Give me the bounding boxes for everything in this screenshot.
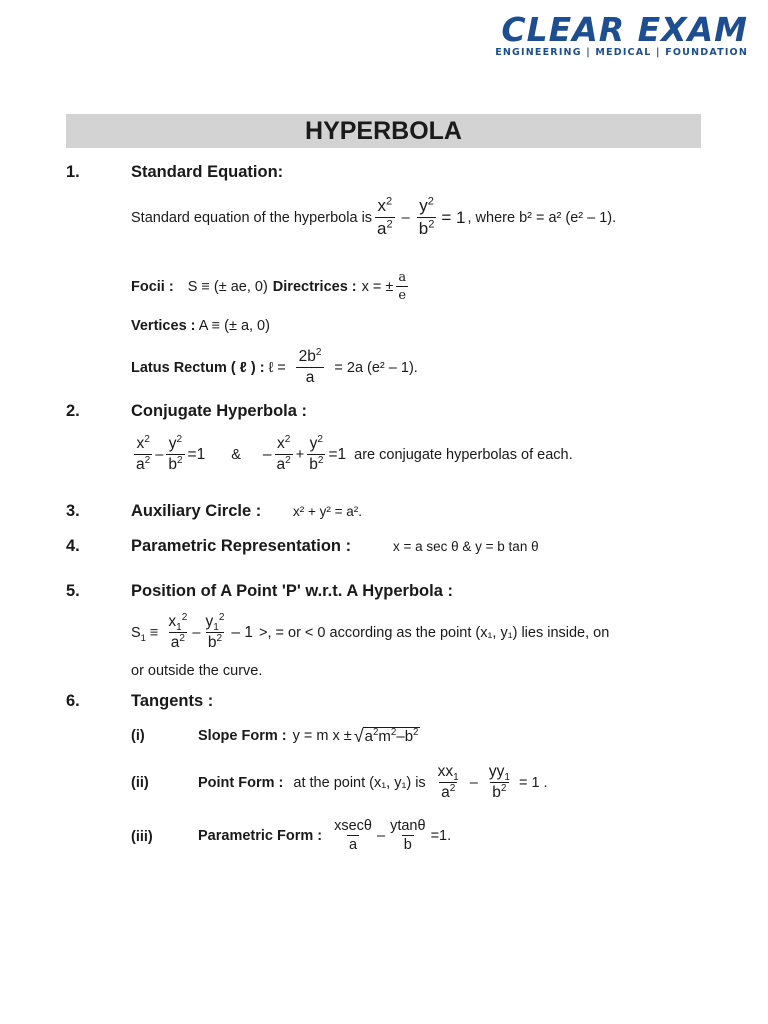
section-2-number: 2. — [66, 402, 80, 420]
latus-rectum-line — [131, 348, 418, 387]
position-condition-text: >, = or < 0 according as the point (x₁, y₁) lies inside, on — [258, 624, 610, 641]
fraction-x2-a2: $\frac{x^2}{a^2}$ — [136, 433, 151, 473]
fraction-y2-b2: $\frac{y^2}{b^2}$ — [418, 195, 435, 238]
section-4-heading: Parametric Representation : — [131, 537, 352, 555]
latus-rectum-pre: ℓ = — [268, 359, 286, 376]
section-1-number: 1. — [66, 163, 80, 181]
fraction-ytan-b: $\frac{ytan\theta}{b}$ — [390, 818, 426, 853]
focii-line — [131, 270, 411, 303]
fraction-y2-b2: $\frac{y^2}{b^2}$ — [168, 433, 183, 473]
sqrt-expression: $a^2m^2-b^2$ — [364, 727, 419, 745]
section-5-number: 5. — [66, 582, 80, 600]
fraction-y2-b2: $\frac{y^2}{b^2}$ — [309, 433, 324, 473]
vertices-value: A ≡ (± a, 0) — [198, 318, 270, 334]
section-1-heading: Standard Equation: — [131, 163, 284, 181]
standard-equation-intro: Standard equation of the hyperbola is — [131, 209, 373, 226]
fraction-y1sq-b2: $\frac{y_1^2}{b^2}$ — [205, 611, 225, 651]
point-form-pre: at the point (x₁, y₁) is — [293, 774, 426, 791]
logo-text: CLEAR EXAM — [501, 10, 748, 49]
auxiliary-circle-equation: x² + y² = a². — [293, 504, 363, 519]
directrices-label: Directrices : — [272, 278, 357, 295]
vertices-label: Vertices : — [131, 318, 196, 334]
fraction-x1sq-a2: $\frac{x_1^2}{a^2}$ — [168, 611, 188, 651]
directrices-value: x = ± — [361, 278, 394, 295]
parametric-form-line: Parametric Form : $\frac{xsec\theta}{a}$ – $\frac{ytan\theta}{b}$ =1. — [198, 818, 452, 853]
position-condition-continued: or outside the curve. — [131, 663, 263, 679]
standard-equation-line: Standard equation of the hyperbola is $\frac{x^2}{a^2}$ – $\frac{y^2}{b^2}$ = 1 , where b² = a² (e² – 1). — [131, 195, 617, 238]
slope-form-eq: y = m x ± — [292, 728, 352, 744]
fraction-xx1-a2: $\frac{xx_1}{a^2}$ — [437, 763, 459, 801]
point-form-post: = 1 . — [518, 774, 548, 791]
section-3-heading: Auxiliary Circle : — [131, 502, 262, 520]
slope-form-label: Slope Form : — [198, 728, 287, 744]
page-title: HYPERBOLA — [66, 114, 701, 148]
section-3-number: 3. — [66, 502, 80, 520]
latus-rectum-post: = 2a (e² – 1). — [334, 359, 418, 376]
point-form-line: Point Form : at the point (x₁, y₁) is $\frac{xx_1}{a^2}$ – $\frac{yy_1}{b^2}$ = 1 . — [198, 763, 548, 801]
fraction-2b2-a: $\frac{2b^2}{a}$ — [296, 348, 325, 387]
fraction-a-e: $\frac{a}{e}$ — [398, 270, 407, 303]
section-5-heading: Position of A Point 'P' w.r.t. A Hyperbola : — [131, 582, 453, 600]
logo-tagline: ENGINEERING | MEDICAL | FOUNDATION — [495, 47, 748, 58]
tangent-iii-number: (iii) — [131, 829, 153, 845]
point-form-label: Point Form : — [198, 774, 284, 791]
parametric-form-label: Parametric Form : — [198, 827, 323, 844]
conjugate-equations-line: $\frac{x^2}{a^2}$ – $\frac{y^2}{b^2}$ =1 & – $\frac{x^2}{a^2}$ + $\frac{y^2}{b^2}$ =1 are conjugate hyperbolas of each. — [136, 433, 573, 473]
slope-form-line: Slope Form : y = m x ± √ $a^2m^2-b^2$ — [198, 725, 419, 746]
standard-equation-where: , where b² = a² (e² – 1). — [467, 209, 617, 226]
section-2-heading: Conjugate Hyperbola : — [131, 402, 308, 420]
latus-rectum-label: Latus Rectum ( ℓ ) : — [131, 359, 265, 376]
conjugate-description: are conjugate hyperbolas of each. — [354, 446, 573, 463]
fraction-x2-a2: $\frac{x^2}{a^2}$ — [377, 195, 393, 238]
ampersand: & — [231, 446, 241, 463]
section-4-number: 4. — [66, 537, 80, 555]
tangent-ii-number: (ii) — [131, 775, 149, 791]
fraction-xsec-a: $\frac{xsec\theta}{a}$ — [334, 818, 372, 853]
vertices-line — [131, 318, 270, 334]
fraction-x2-a2: $\frac{x^2}{a^2}$ — [276, 433, 291, 473]
fraction-yy1-b2: $\frac{yy_1}{b^2}$ — [488, 763, 510, 801]
parametric-equation: x = a sec θ & y = b tan θ — [393, 539, 539, 554]
section-6-number: 6. — [66, 692, 80, 710]
tangent-i-number: (i) — [131, 728, 145, 744]
brand-logo — [495, 10, 748, 58]
focii-value: S ≡ (± ae, 0) — [187, 278, 268, 295]
parametric-form-post: =1. — [430, 827, 452, 844]
section-6-heading: Tangents : — [131, 692, 214, 710]
position-condition-line: $S_1$ ≡ $\frac{x_1^2}{a^2}$ – $\frac{y_1^2}{b^2}$ – 1 >, = or < 0 according as the point (x₁, y₁) lies inside, on — [131, 611, 610, 651]
focii-label: Focii : — [131, 278, 174, 295]
